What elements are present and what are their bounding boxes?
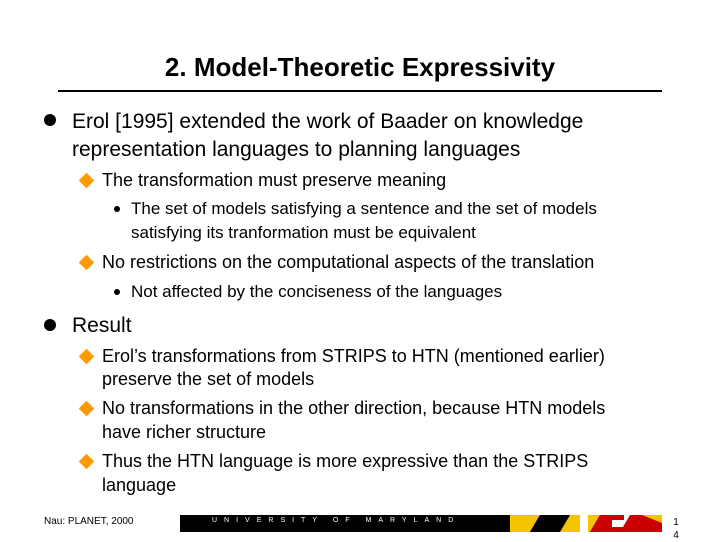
bullet-2-sub-3-line-2: language xyxy=(102,475,177,495)
bullet-diamond xyxy=(79,173,95,189)
footer-citation: Nau: PLANET, 2000 xyxy=(44,516,134,527)
bullet-1-sub-1-detail-line-2: satisfying its tranformation must be equivalent xyxy=(131,223,476,242)
title-underline xyxy=(58,90,662,92)
page-number-line-2: 4 xyxy=(673,530,679,541)
bullet-1-sub-2-detail: Not affected by the conciseness of the languages xyxy=(131,282,503,301)
bullet-small-dot xyxy=(114,206,120,212)
bullet-2-sub-1-line-2: preserve the set of models xyxy=(102,369,315,389)
page-number xyxy=(670,516,682,542)
university-banner xyxy=(180,515,662,532)
banner-text: UNIVERSITY OF MARYLAND xyxy=(212,517,461,524)
bullet-2-sub-2-line-2: have richer structure xyxy=(102,422,267,442)
bullet-diamond xyxy=(79,349,95,365)
bullet-diamond xyxy=(79,454,95,470)
bullet-1-line-1: Erol [1995] extended the work of Baader on knowledge xyxy=(72,110,584,133)
bullet-small-dot xyxy=(114,289,120,295)
bullet-2-sub-1-line-1: Erol’s transformations from STRIPS to HTN (mentioned earlier) xyxy=(102,346,605,366)
bullet-1-sub-2: No restrictions on the computational aspects of the translation xyxy=(102,252,595,272)
page-number-line-1: 1 xyxy=(673,517,679,528)
bullet-diamond xyxy=(79,255,95,271)
bullet-2: Result xyxy=(72,314,132,337)
bullet-diamond xyxy=(79,401,95,417)
bullet-1-sub-1-detail-line-1: The set of models satisfying a sentence and the set of models xyxy=(131,199,597,218)
bullet-2-sub-3-line-1: Thus the HTN language is more expressive than the STRIPS xyxy=(102,451,589,471)
bullet-1-line-2: representation languages to planning languages xyxy=(72,138,521,161)
bullet-1-sub-1: The transformation must preserve meaning xyxy=(102,170,447,190)
slide-title: 2. Model-Theoretic Expressivity xyxy=(164,52,556,82)
bullet-2-sub-2-line-1: No transformations in the other direction, because HTN models xyxy=(102,398,606,418)
bullet-dot xyxy=(44,114,56,126)
bullet-dot xyxy=(44,319,56,331)
